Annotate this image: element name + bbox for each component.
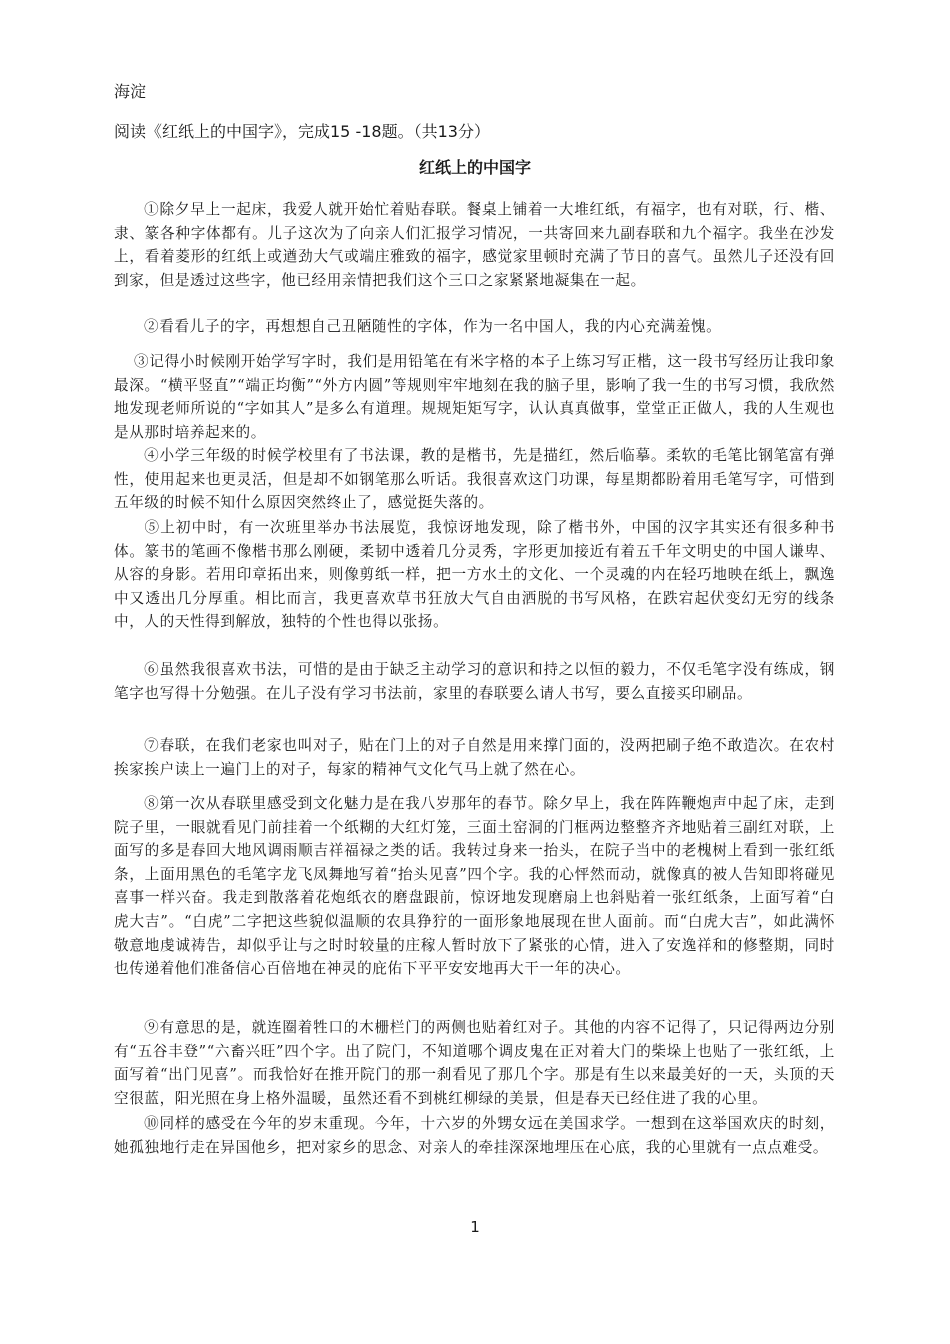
paragraph-3: ③记得小时候刚开始学写字时，我们是用铅笔在有米字格的本子上练习写正楷，这一段书写经历让我印象最深。“横平竖直”“端正均衡”“外方内圆”等规则牢牢地刻在我的脑子里，影响了我一生的书写习惯，我欣然地发现老师所说的“字如其人”是多么有道理。规规矩矩写字，认认真真做事，堂堂正正做人，我的人生观也是从那时培养起来的。 <box>114 353 835 441</box>
article-title: 红纸上的中国字 <box>418 158 531 177</box>
paragraph-6: ⑥虽然我很喜欢书法，可惜的是由于缺乏主动学习的意识和持之以恒的毅力，不仅毛笔字没有练成，钢笔字也写得十分勉强。在儿子没有学习书法前，家里的春联要么请人书写，要么直接买印刷品。 <box>114 661 835 702</box>
paragraph-4: ④小学三年级的时候学校里有了书法课，教的是楷书，先是描红，然后临摹。柔软的毛笔比钢笔富有弹性，使用起来也更灵活，但是却不如钢笔那么听话。我很喜欢这门功课，每星期都盼着用毛笔写字，可惜到五年级的时候不知什么原因突然终止了，感觉挺失落的。 <box>114 447 835 512</box>
paragraph-2: ②看看儿子的字，再想想自己丑陋随性的字体，作为一名中国人，我的内心充满羞愧。 <box>144 318 722 335</box>
region-label: 海淀 <box>114 82 147 101</box>
paragraph-7: ⑦春联，在我们老家也叫对子，贴在门上的对子自然是用来撑门面的，没两把刷子绝不敢造次。在农村挨家挨户读上一遍门上的对子，每家的精神气文化气马上就了然在心。 <box>114 737 835 778</box>
paragraph-8: ⑧第一次从春联里感受到文化魅力是在我八岁那年的春节。除夕早上，我在阵阵鞭炮声中起了床，走到院子里，一眼就看见门前挂着一个纸糊的大红灯笼，三面土窑洞的门框两边整整齐齐地贴着三副红对联，上面写的多是春回大地风调雨顺吉祥福禄之类的话。我转过身来一抬头，在院子当中的老槐树上看到一张红纸条，上面用黑色的毛笔字龙飞凤舞地写着“抬头见喜”四个字。我的心怦然而动，就像真的被人告知即将碰见喜事一样兴奋。我走到散落着花炮纸衣的磨盘跟前，惊讶地发现磨扇上也斜贴着一张红纸条，上面写着“白虎大吉”。“白虎”二字把这些貌似温顺的农具狰狞的一面形象地展现在世人面前。而“白虎大吉”，如此满怀敬意地虔诚祷告，却似乎让与之时时较量的庄稼人暂时放下了紧张的心情，进入了安逸祥和的修整期，同时也传递着他们准备信心百倍地在神灵的庇佑下平平安安地再大干一年的决心。 <box>114 795 835 978</box>
paragraph-9: ⑨有意思的是，就连圈着牲口的木栅栏门的两侧也贴着红对子。其他的内容不记得了，只记得两边分别有“五谷丰登”“六畜兴旺”四个字。出了院门，不知道哪个调皮鬼在正对着大门的柴垛上也贴了一张红纸，上面写着“出门见喜”。而我恰好在推开院门的那一刹看见了那几个字。那是有生以来最美好的一天，头顶的天空很蓝，阳光照在身上格外温暖，虽然还看不到桃红柳绿的美景，但是春天已经住进了我的心里。 <box>114 1019 835 1107</box>
reading-instruction: 阅读《红纸上的中国字》，完成15 -18题。（共13分） <box>114 122 490 141</box>
page-number: 1 <box>470 1218 480 1236</box>
paragraph-10: ⑩同样的感受在今年的岁末重现。今年，十六岁的外甥女远在美国求学。一想到在这举国欢庆的时刻，她孤独地行走在异国他乡，把对家乡的思念、对亲人的牵挂深深地埋压在心底，我的心里就有一点点难受。 <box>114 1115 835 1156</box>
paragraph-5: ⑤上初中时，有一次班里举办书法展览，我惊讶地发现，除了楷书外，中国的汉字其实还有很多种书体。篆书的笔画不像楷书那么刚硬，柔韧中透着几分灵秀，字形更加接近有着五千年文明史的中国人谦卑、从容的身影。若用印章拓出来，则像剪纸一样，把一方水土的文化、一个灵魂的内在轻巧地映在纸上，飘逸中又透出几分厚重。相比而言，我更喜欢草书狂放大气自由洒脱的书写风格，在跌宕起伏变幻无穷的线条中，人的天性得到解放，独特的个性也得以张扬。 <box>114 519 835 631</box>
paragraph-1: ①除夕早上一起床，我爱人就开始忙着贴春联。餐桌上铺着一大堆红纸，有福字，也有对联，行、楷、隶、篆各种字体都有。儿子这次为了向亲人们汇报学习情况，一共寄回来九副春联和九个福字。我坐在沙发上，看着菱形的红纸上或遒劲大气或端庄雅致的福字，感觉家里顿时充满了节日的喜气。虽然儿子还没有回到家，但是透过这些字，他已经用亲情把我们这个三口之家紧紧地凝集在一起。 <box>114 201 835 289</box>
